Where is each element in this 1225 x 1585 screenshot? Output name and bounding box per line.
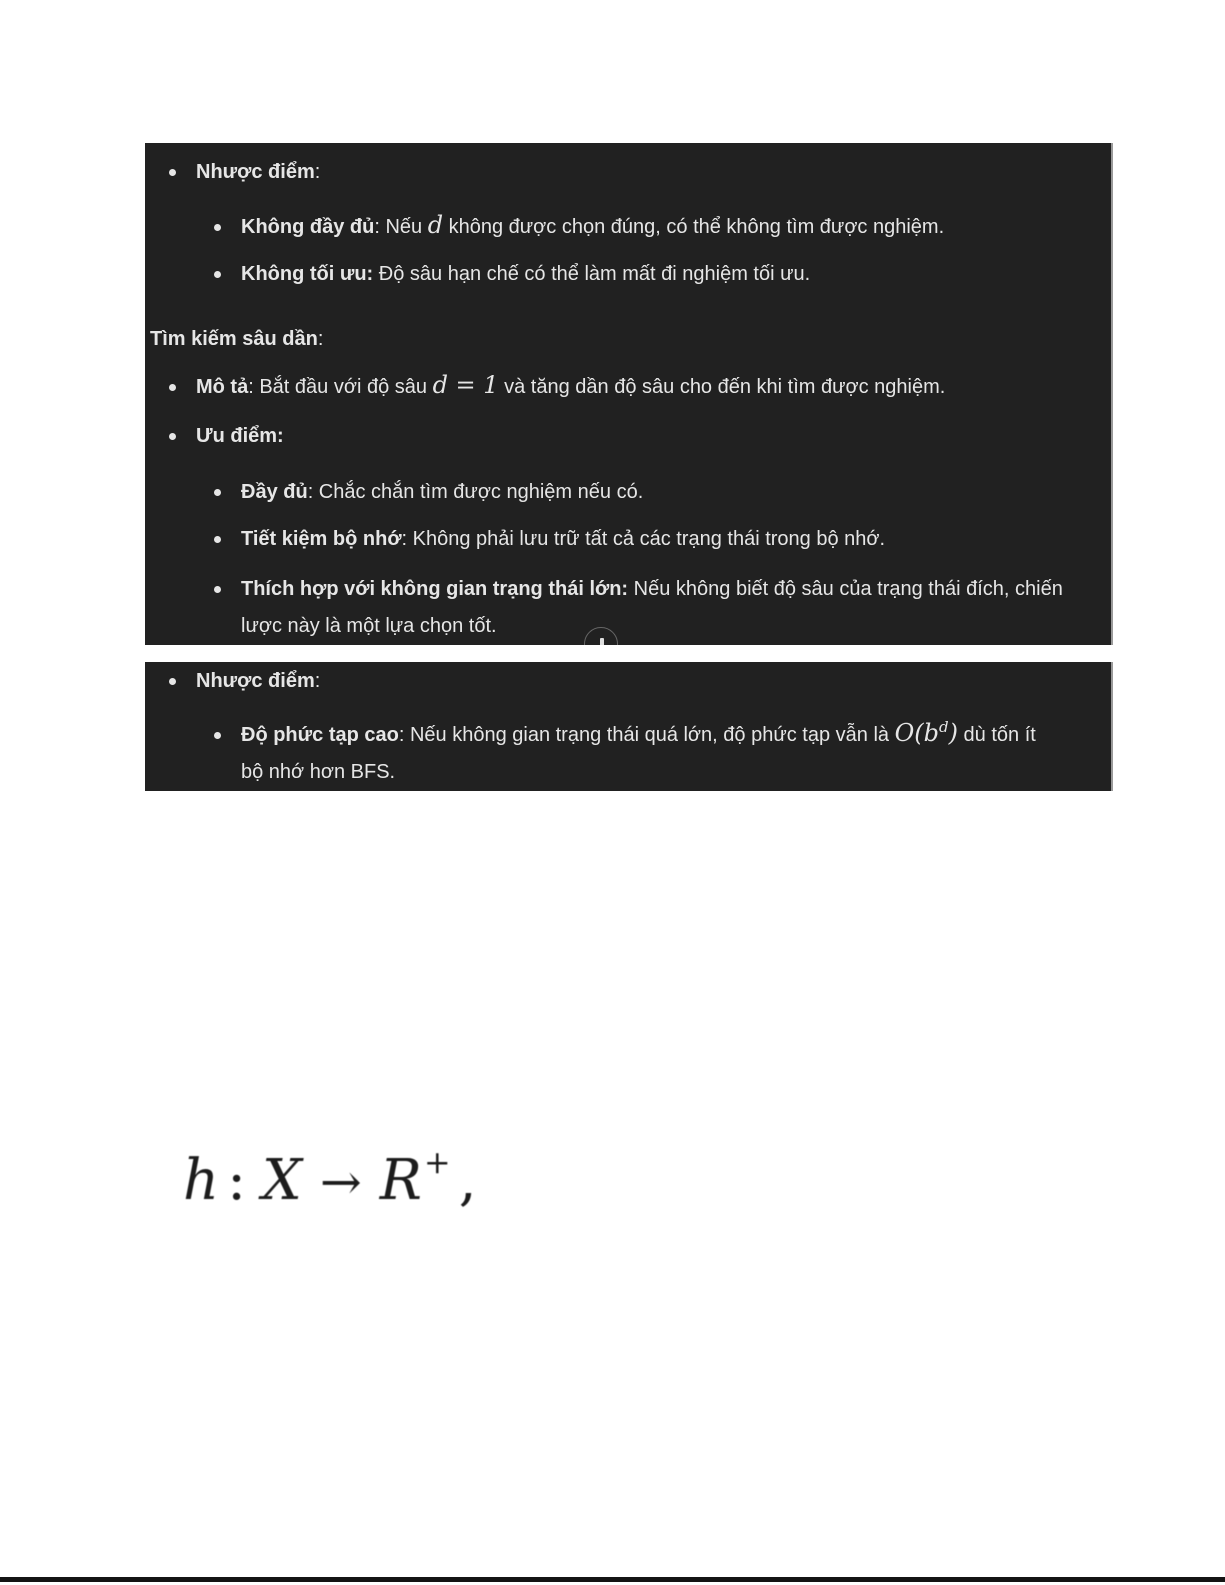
bullet-icon — [169, 433, 176, 440]
item-text-wrap: lược này là một lựa chọn tốt. — [241, 615, 497, 637]
formula-arrow: → — [319, 1153, 362, 1211]
section-heading — [145, 321, 1111, 358]
bullet-icon — [214, 586, 221, 593]
item-label: Nhược điểm — [196, 161, 315, 183]
bullet-icon — [169, 384, 176, 391]
heading-label: Tìm kiếm sâu dần — [150, 328, 318, 350]
formula-h: h — [183, 1148, 220, 1213]
formula-plus-superscript: + — [423, 1143, 451, 1181]
bullet-icon — [214, 489, 221, 496]
bottom-bar — [0, 1577, 1225, 1582]
list-item — [145, 474, 1111, 511]
math-exponent: d — [938, 718, 949, 736]
message-block-drawbacks — [145, 662, 1113, 791]
math-formula-heuristic-function — [183, 1143, 477, 1223]
formula-r: R — [379, 1148, 422, 1213]
item-label: Không tối ưu: — [241, 263, 374, 285]
item-text: dù tốn ít — [957, 724, 1036, 746]
list-item — [145, 154, 1111, 191]
item-label: Ưu điểm: — [196, 425, 284, 447]
item-text: Độ sâu hạn chế có thể làm mất đi nghiệm tối ưu. — [373, 263, 811, 285]
item-text-wrap: bộ nhớ hơn BFS. — [241, 761, 396, 783]
item-text: : Chắc chắn tìm được nghiệm nếu có. — [307, 481, 644, 503]
item-label: Tiết kiệm bộ nhớ — [241, 528, 402, 550]
list-item — [145, 418, 1111, 455]
bullet-icon — [169, 678, 176, 685]
item-text: Nếu không biết độ sâu của trạng thái đích, chiến — [628, 578, 1063, 600]
item-text: : Bắt đầu với độ sâu — [248, 376, 433, 398]
item-label: Nhược điểm — [196, 670, 315, 692]
bullet-icon — [169, 169, 176, 176]
message-block-search-strategies — [145, 143, 1113, 645]
math-d: d — [427, 211, 444, 239]
formula-comma: , — [458, 1148, 477, 1213]
item-text: : — [314, 670, 321, 692]
bullet-icon — [214, 536, 221, 543]
bullet-icon — [214, 271, 221, 278]
item-text: : Nếu — [374, 216, 428, 238]
list-item — [145, 369, 1111, 406]
list-item — [145, 209, 1111, 246]
list-item — [145, 571, 1111, 645]
math-d-equals-1: d = 1 — [432, 371, 499, 399]
list-item — [145, 717, 1111, 791]
item-label: Thích hợp với không gian trạng thái lớn: — [241, 578, 629, 600]
item-text: và tăng dần độ sâu cho đến khi tìm được nghiệm. — [498, 376, 946, 398]
item-text: không được chọn đúng, có thể không tìm được nghiệm. — [443, 216, 945, 238]
bullet-icon — [214, 732, 221, 739]
list-item — [145, 521, 1111, 558]
list-item — [145, 663, 1111, 700]
cursor-dot — [600, 638, 604, 645]
formula-colon: : — [227, 1148, 246, 1213]
bullet-icon — [214, 224, 221, 231]
heading-text: : — [317, 328, 324, 350]
math-big-o: O(b — [894, 719, 939, 747]
item-label: Không đầy đủ — [241, 216, 375, 238]
item-text: : — [314, 161, 321, 183]
item-text: : Nếu không gian trạng thái quá lớn, độ phức tạp vẫn là — [398, 724, 895, 746]
item-label: Độ phức tạp cao — [241, 724, 399, 746]
item-text: : Không phải lưu trữ tất cả các trạng thái trong bộ nhớ. — [401, 528, 886, 550]
item-label: Mô tả — [196, 376, 249, 398]
item-label: Đầy đủ — [241, 481, 308, 503]
list-item — [145, 256, 1111, 293]
formula-x: X — [261, 1148, 302, 1213]
math-close-paren: ) — [948, 719, 958, 747]
